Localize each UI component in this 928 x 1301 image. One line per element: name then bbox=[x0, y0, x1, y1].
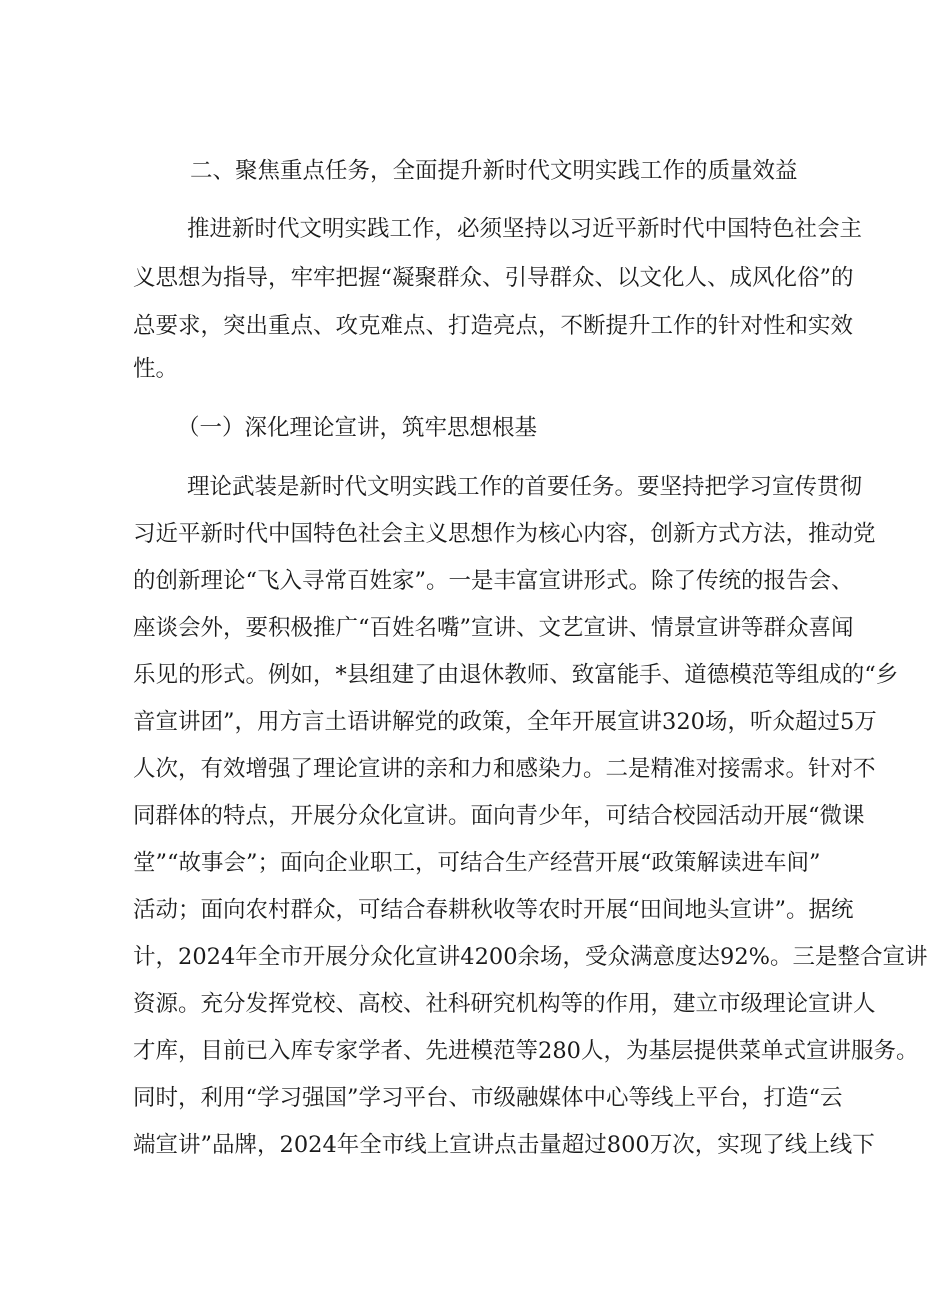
body-paragraph-line: 计，2024年全市开展分众化宣讲4200余场，受众满意度达92%。三是整合宣讲 bbox=[133, 944, 928, 970]
intro-paragraph-line: 义思想为指导，牢牢把握“凝聚群众、引导群众、以文化人、成风化俗”的 bbox=[133, 265, 854, 291]
body-paragraph-line: 活动；面向农村群众，可结合春耕秋收等农时开展“田间地头宣讲”。据统 bbox=[133, 897, 854, 923]
body-paragraph-line: 习近平新时代中国特色社会主义思想作为核心内容，创新方式方法，推动党 bbox=[133, 521, 876, 547]
intro-paragraph-line: 性。 bbox=[133, 356, 179, 382]
body-paragraph-line: 音宣讲团”，用方言土语讲解党的政策，全年开展宣讲320场，听众超过5万 bbox=[133, 709, 877, 735]
body-paragraph-line: 同时，利用“学习强国”学习平台、市级融媒体中心等线上平台，打造“云 bbox=[133, 1085, 843, 1111]
body-paragraph-line: 堂”“故事会”；面向企业职工，可结合生产经营开展“政策解读进车间” bbox=[133, 850, 821, 876]
body-paragraph-line: 乐见的形式。例如，*县组建了由退休教师、致富能手、道德模范等组成的“乡 bbox=[133, 662, 899, 688]
intro-paragraph-line: 总要求，突出重点、攻克难点、打造亮点，不断提升工作的针对性和实效 bbox=[133, 313, 854, 339]
body-paragraph-line: 的创新理论“飞入寻常百姓家”。一是丰富宣讲形式。除了传统的报告会、 bbox=[133, 568, 854, 594]
body-paragraph-line: 人次，有效增强了理论宣讲的亲和力和感染力。二是精准对接需求。针对不 bbox=[133, 756, 876, 782]
body-paragraph-line: 理论武装是新时代文明实践工作的首要任务。要坚持把学习宣传贯彻 bbox=[187, 474, 863, 500]
body-paragraph-line: 资源。充分发挥党校、高校、社科研究机构等的作用，建立市级理论宣讲人 bbox=[133, 991, 876, 1017]
section-heading: 二、聚焦重点任务，全面提升新时代文明实践工作的质量效益 bbox=[190, 158, 798, 184]
subsection-heading: （一）深化理论宣讲，筑牢思想根基 bbox=[177, 415, 538, 441]
body-paragraph-line: 座谈会外，要积极推广“百姓名嘴”宣讲、文艺宣讲、情景宣讲等群众喜闻 bbox=[133, 615, 854, 641]
body-paragraph-line: 同群体的特点，开展分众化宣讲。面向青少年，可结合校园活动开展“微课 bbox=[133, 803, 865, 829]
body-paragraph-line: 端宣讲”品牌，2024年全市线上宣讲点击量超过800万次，实现了线上线下 bbox=[133, 1132, 875, 1158]
body-paragraph-line: 才库，目前已入库专家学者、先进模范等280人，为基层提供菜单式宣讲服务。 bbox=[133, 1038, 919, 1064]
intro-paragraph-line: 推进新时代文明实践工作，必须坚持以习近平新时代中国特色社会主 bbox=[187, 216, 863, 242]
